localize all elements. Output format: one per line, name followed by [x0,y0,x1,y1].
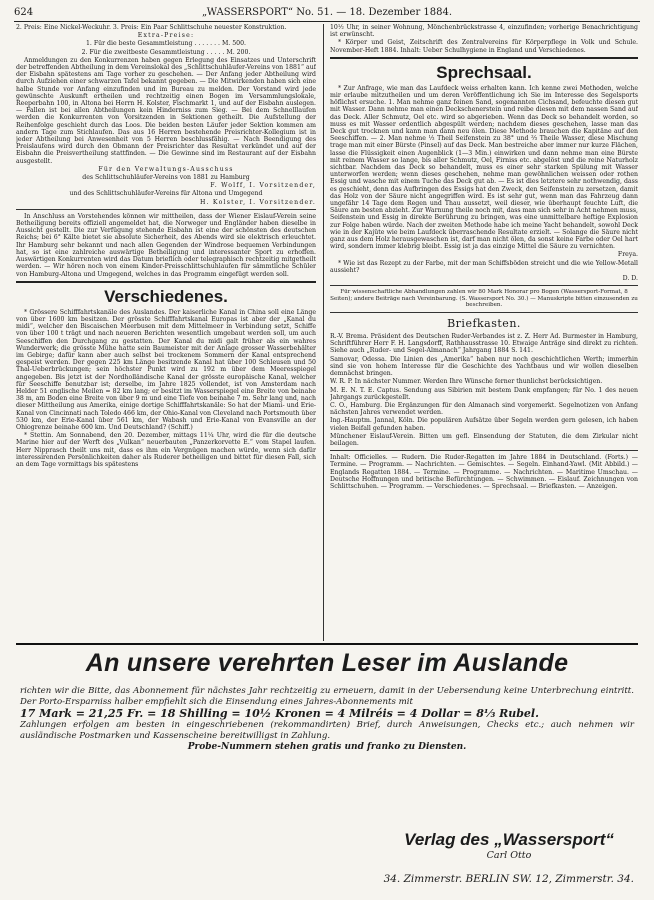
signature-line-2: des Schlittschuhläufer-Vereins von 1881 zu Hamburg [82,174,250,182]
letterbox-entry: R.-V. Brema. Präsident des Deutschen Ruder-Verbandes ist z. Z. Herr Ad. Burmester in Hamburg, Schriftführer Herr F. H. Langsdorff, Rathhausstrasse 10. Etwaige Anträge sind direkt zu richten. Siehe auch „Ruder- und Segel-Almanach“ Jahrgang 1884 S. 141. [330,333,638,355]
issue-title: „WASSERSPORT“ No. 51. — 18. Dezember 1884. [201,7,453,18]
subscription-price-line: 17 Mark = 21,25 Fr. = 18 Shilling = 10½ Kronen = 4 Milréis = 4 Dollar = 8⅓ Rubel. [20,707,539,721]
signature-dd: D. D. [622,275,638,283]
publisher-block [384,830,634,862]
section-title-verschiedenes: Verschiedenes. [104,286,228,306]
signature-line-5: H. Kolster, I. Vorsitzender. [200,198,316,206]
publisher-address: 34. Zimmerstr. BERLIN SW. 12, Zimmerstr. 34. [383,873,634,885]
koerper-geist-paragraph: * Körper und Geist, Zeitschrift des Zentralvereins für Körperpflege in Volk und Schule. November-Heft 1884. Inhalt: Ueber Schulhygiene in England und Verschiedenes. [330,39,638,54]
section-title-sprechsaal: Sprechsaal. [436,62,532,82]
header-rule [14,21,640,22]
follow-up-paragraph: In Anschluss an Vorstehendes können wir mittheilen, dass der Wiener Eislauf-Verein seine Betheiligung bereits offiziell angemeldet hat, die Norweger und Engländer haben dieselbe in Aussicht gestellt. Die zur Verfügung stehende Eisbahn ist eine der schönsten des deutschen Reichs; bei 6° Kälte bietet sie absolute Sicherheit, des Abends wird sie elektrisch erleuchtet. Ihr Hamburg sehr bekannt und nach allen Gegenden der Windrose bequemen Verbindungen hat, so ist eine zahlreiche auswärtige Betheiligung und interessanter Sport zu erhoffen. Auswärtigen Konkurrenten wird das Datum brieflich oder telegraphisch rechtzeitig mitgetheilt werden. — Wir hören noch von einem Kinder-Preisschlittschuhlaufen für sämmtliche Schüler von Hamburg-Altona und Umgegend, welches in das Programm eingefügt werden soll. [16,212,316,278]
banner-rule [16,643,638,645]
divider [330,312,638,313]
divider [330,450,638,451]
canals-paragraph: * Grössere Schifffahrtskanäle des Auslandes. Der kaiserliche Kanal in China soll eine Länge von über 1600 km besitzen. Der grösste Schifffahrtskanal Europas ist aber der „Kanal du midi“, welcher den Biscaischen Meerbusen mit dem Mittelmeer in Verbindung setzt, Schiffe von über 100 t trägt und nach neueren Berichten wesentlich umgebaut werden soll, um auch Seeschiffen den Durchgang zu gestatten. Der Kanal du midi galt früher als ein wahres Wunderwerk; die grösste Mühe hatte sein Baumeister mit der Anlage grosser Wasserbehälter im Gebirge; dafür kann aber auch selbst bei trockenem Sommern der Kanal entsprechend gespeist werden. Der gegen 225 km Länge besitzende Kanal hat über 100 Schleusen und 50 Thal-Ueberbrückungen; sein höchster Punkt wird zu 192 m über dem Meeresspiegel angegeben. Bis jetzt ist der Nordholländische Kanal der grösste europäische Kanal, welcher für Seeschiffe benutzbar ist; derselbe, im Jahre 1825 vollendet, ist von Amsterdam nach Helder 51 englische Meilen = 82 km lang; er besitzt im Wasserspiegel eine Breite von beinahe 38 m, am Boden eine Breite von über 9 m und eine Tiefe von beinahe 7 m. Sehr lang und, nach dieser Mittheilung aus Amerika, einige dortige Schifffahrtskanäle: So hat der Miami- und Erie-Kanal von Cincinnati nach Toledo 466 km, der Ohio-Kanal von Cleveland nach Portsmouth über 530 km, der Erie-Kanal über 561 km, der Wabash und Erie-Kanal von Evansville an der Ohiogrenze beinahe 600 km. Und Deutschland? (Schiff.) [16,308,316,431]
divider [330,57,638,59]
page-number: 624 [14,7,34,18]
letterbox-entry: Münchener Eislauf-Verein. Bitten um gefl. Einsendung der Statuten, die dem Zirkular nicht beilagen. [330,432,638,447]
continuation-paragraph: 10½ Uhr, in seiner Wohnung, Mönchenbrückstrasse 4, einzufinden; vorherige Benachrichtigung ist erwünscht. [330,24,638,39]
recipe-question: * Wie ist das Rezept zu der Farbe, mit der man Schiffsböden streicht und die wie Yellow-Metall aussieht? [330,259,638,274]
letterbox-list [330,333,638,447]
signature-line-1: Für den Verwaltungs-Ausschuss [98,165,234,173]
letterbox-entry: Ing.-Hauptm. Jannal, Köln. Die populären Aufsätze über Segeln werden gern gelesen, ich haben vielen Beifall gefunden haben. [330,417,638,432]
registration-paragraph: Anmeldungen zu den Konkurrenzen haben gegen Erlegung des Einsatzes und Unterschrift der betreffenden Abtheilung in dem Vereinslokal des „Schlittschuhläufer-Vereins von 1881“ auf der Eisbahn spätestens am Tage vorher zu geschehen. — Der Anfang jeder Abtheilung wird durch Aufziehen einer schwarzen Tafel bekannt gegeben. — Die Mitwirkenden haben sich eine halbe Stunde vor Anfang einzufinden und im Bureau zu melden. Der Vorstand wird jede gewünschte Auskunft ertheilen und rechtzeitig einen Bogen im Versammlungslokale, Reeperbahn 100, in Altona bei Herrn H. Kolster, Fischmarkt 1, und auf der Eisbahn auslegen. — Fallen ist bei allen Abtheilungen kein Hinderniss zum Sieg. — Bei dem Schnelllaufen werden die Konkurrenten von Vorsitzenden in Sektionen getheilt. Die Aufstellung der Reihenfolge geschieht durch das Loos. Die beiden besten Läufer jeder Sektion kommen am andern Tage zum Stichlaufen. Das aus 16 Herren bestehende Preisrichter-Kollegium ist in jeder Abtheilung bei Anwesenheit von 5 Herren beschlussfähig. — Nach Beendigung des Preislaufens wird durch den Obmann der Preisrichter das Resultat verkündet und auf der Eisbahn die Preisvertheilung stattfinden. — Die Gewinne sind im Restaurant auf der Eisbahn ausgestellt. [16,56,316,165]
right-column [330,24,638,641]
letterbox-entry: C. O., Hamburg. Die Ergänzungen für den Almanach sind vorgemerkt. Segelnotizen von Anfang nächsten Jahres verwendet werden. [330,401,638,417]
publisher-name: Verlag des „Wassersport“ [404,830,614,849]
signature-line-3: F. Wolff, I. Vorsitzender, [210,182,316,190]
banner-body [20,686,634,753]
divider [16,209,316,210]
honorarium-notice: Für wissenschaftliche Abhandlungen zahlen wir 80 Mark Honorar pro Bogen (Wassersport-Format, 8 Seiten); andere Beiträge nach Vereinbarung. (S. Wassersport No. 30.) — Manuskripte bitten einzusenden zu beschreiben. [330,289,638,309]
letterbox-entry: Samovar, Odessa. Die Linien des „Amerika“ haben nur noch geschichtlichen Werth; immerhin sind sie von hohem Interesse für die Geschichte des Yachtbaus und wir wollen dieselben demnächst bringen. [330,355,638,378]
payment-text: Zahlungen erfolgen am besten in eingeschriebenen (rekommandirten) Brief, durch Anweisungen, Checks etc.; auch nehmen wir ausländische Postmarken und Kassenscheine bereitwilligst in Zahlung. [20,719,634,741]
banner-request-text: richten wir die Bitte, das Abonnement für nächstes Jahr rechtzeitig zu erneuern, damit in der Uebersendung keine Unterbrechung eintritt. Der Porto-Ersparniss halber empfiehlt sich die Einsendung eines Jahres-Abonnements mit [20,686,634,708]
banner-title: An unsere verehrten Leser im Auslande [85,649,569,677]
sample-issues-note: Probe-Nummern stehen gratis und franko zu Diensten. [187,742,467,753]
prize-text: 2. Preis: Eine Nickel-Weckuhr. 3. Preis: Ein Paar Schlittschuhe neuester Konstruktion. [16,24,287,31]
deck-inquiry-paragraph: * Zur Anfrage, wie man das Laufdeck weiss erhalten kann. Ich kenne zwei Methoden, welche mir erlaube mitzutheilen und um deren Veröffentlichung ich Sie im Interesse des Segelsports höflichst ersuche. 1. Man nehme ganz feinen Sand, sogenannten Cichsand, befeuchte diesen gut mit Wasser. Dann nehme man einen Deckschenerstein und reibe diesen mit dem nassen Sand auf das Deck. Aller Schmutz, Oel etc. wird so abgerieben. Wenn das Deck so behandelt worden, so muss es mit Wasser ordentlich abgespült werden; nachdem dieses geschehen, lasse man das Deck gut trocknen und kann man dann neu ölen. Diese Methode brauchen die Kapitäne auf den Seeschiffen. — 2. Man nehme ⅓ Theil Seifenstein zu 38° und ⅔ Theile Wasser, diese Mischung trage man mit einer Bürste (Pinsel) auf das Deck. Man bestreiche aber immer nur kurze Flächen, lasse die Flüssigkeit einen Augenblick (1—3 Min.) einwirken und dann nehme man eine Bürste mit reinem Wasser so lange, bis aller Schmutz, Oel, Firniss etc. abgelöst und die reine Naturholz sichtbar. Nachdem das Deck so behandelt, muss es einer sehr starken Spülung mit Wasser unterworfen werden; wenn dieses geschehen, nehme man gewöhnlichen weissen oder rothen Essig und wasche mit einem Tuche das Deck gut ab. — Es ist dies letztere sehr nothwendig, dass es geschieht, denn das Aufbringen des Essigs hat den Zweck, den Seifenstein zu zersetzen, damit das Holz von der Säure nicht angegriffen wird. Es ist sehr gut, wenn man das Fahrzeug dann ungefähr 14 Tage dem Regen und Thau aussetzt, weil dieser, wie überhaupt feuchte Luft, die Säure am besten abzieht. Zur Warnung theile noch mit, dass man sich sehr in Acht nehmen muss, Seifenstein und Essig in direkte Berührung zu bringen, was eine unmittelbare heftige Explosion zur Folge haben würde. Nach der zweiten Methode habe ich meine Yacht behandelt, sowohl Deck wie in der Kajüte wie beim Laufdeck überraschende Resultate erzielt. — Solange die Säure nicht ganz aus dem Holz herausgewaschen ist, darf man nicht ölen, da sonst keine Farbe oder Oel hart wird, sondern immer klebrig bleibt. Essig ist ja das einzige Mittel die Säure zu vernichten. [330,84,638,251]
table-of-contents: Inhalt: Officielles. — Rudern. Die Ruder-Regatten im Jahre 1884 in Deutschland. (Forts.) — Termine. — Programm. — Nachrichten. — Gemischtes. — Segeln. Einhand-Yawl. (Mit Abbild.) — Englands Regatten 1884. — Termine. — Programme. — Nachrichten. — Maritime Umschau. — Deutsche Hoffnungen und britische Befürchtungen. — Schwimmen. — Eislauf. Zeichnungen von Schlittschuhen. — Programm. — Verschiedenes. — Sprechsaal. — Briefkasten. — Anzeigen. [330,454,638,490]
publisher-owner: Carl Otto [486,850,532,861]
signature-line-4: und des Schlittschuhläufer-Vereins für Altona und Umgegend [69,190,263,198]
divider [16,281,316,283]
signature-freya: Freya. [617,251,638,259]
letterbox-entry: M. E. N. T. E. Captus. Sendung aus Sibirien mit bestem Dank empfangen; für No. 1 des neuen Jahrgangs zurückgestellt. [330,386,638,401]
letterbox-entry: W. R. P. In nächster Nummer. Werden Ihre Wünsche ferner thunlichst berücksichtigen. [330,378,603,386]
page-header [14,6,640,22]
extra-prize-2: 2. Für die zweitbeste Gesammtleistung . . . . . M. 200. [81,48,251,56]
divider [330,285,638,286]
stettin-paragraph: * Stettin. Am Sonnabend, den 20. Dezember, mittags 11¼ Uhr, wird die für die deutsche Marine hier auf der Werft des „Vulkan“ neuerbauten „Panzerkorvette E.“ vom Stapel laufen. Herr Nipprasch theilt uns mit, dass es ihm ein Vergnügen machen würde, wenn sich dafür interessirenden Persönlichkeiten daher als Ruderer betheiligen und bittet für diesen Fall, sich an dem Tage vormittags bis spätestens [16,432,316,468]
extra-prize-1: 1. Für die beste Gesammtleistung . . . . . . . M. 500. [85,40,246,48]
section-title-briefkasten: Briefkasten. [447,317,521,331]
column-divider [323,24,324,641]
left-column [16,24,316,641]
extra-prizes-heading: Extra-Preise: [137,32,195,40]
